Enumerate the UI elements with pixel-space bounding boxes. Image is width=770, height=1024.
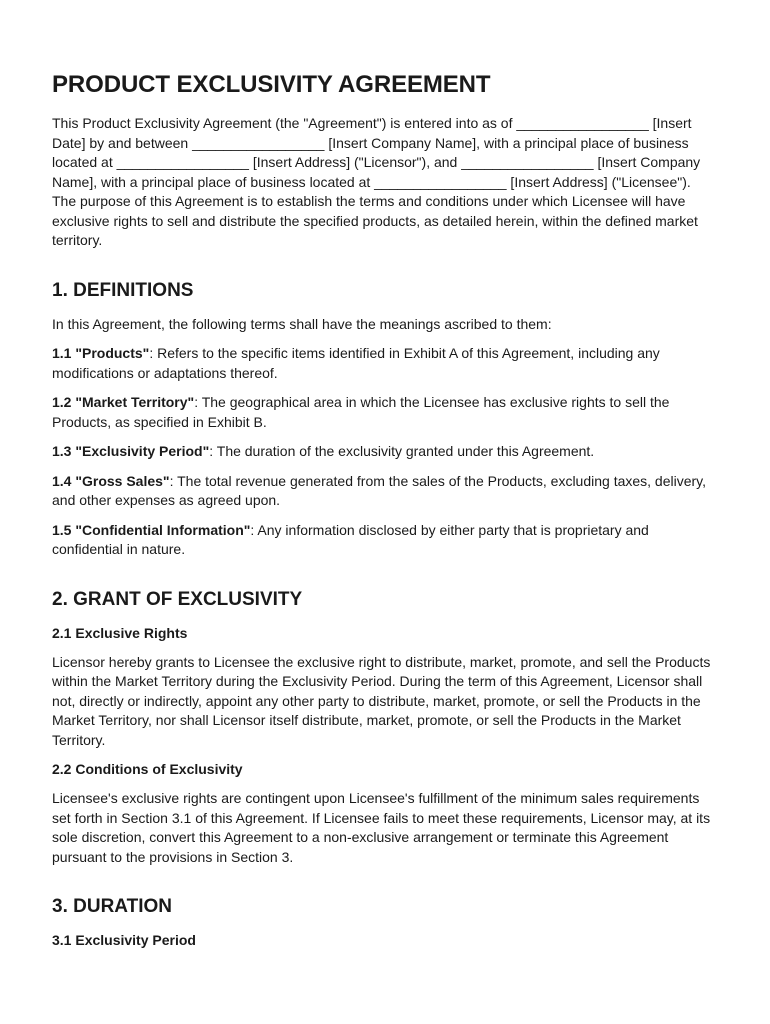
section-spacer — [52, 570, 718, 588]
definition-item — [52, 344, 718, 383]
subsection-exclusivity-period-heading: 3.1 Exclusivity Period — [52, 932, 196, 948]
definition-item — [52, 393, 718, 432]
definition-text: : Refers to the specific items identified in Exhibit A of this Agreement, including any modifications or adaptations thereof. — [52, 345, 660, 381]
definition-term: 1.4 "Gross Sales" — [52, 472, 170, 489]
definition-term: 1.3 "Exclusivity Period" — [52, 443, 210, 459]
exclusive-rights-paragraph: Licensor hereby grants to Licensee the exclusive right to distribute, market, promote, and sell the Products within the Market Territory during the Exclusivity Period. During the term of this Agreement, Licensor shall not, directly or indirectly, appoint any other party to distribute, market, promote, or sell the Products in the Market Territory, nor shall Licensor itself distribute, market, promote, or sell the Products in the Market Territory. — [52, 653, 711, 748]
definition-term: 1.5 "Confidential Information" — [52, 521, 251, 538]
definitions-lead: In this Agreement, the following terms shall have the meanings ascribed to them: — [52, 315, 552, 332]
intro-paragraph: This Product Exclusivity Agreement (the "Agreement") is entered into as of _________________ [Insert Date] by and between _________________ [Insert Company Name], with a principal place of business located at _________________ [Insert Address] ("Licensor"), and _________________ [Insert Company Name], with a principal place of business located at _________________ [Insert Address] ("Licensee"). The purpose of this Agreement is to establish the terms and conditions under which Licensee will have exclusive rights to sell and distribute the specified products, as detailed herein, within the defined market territory. — [52, 115, 701, 248]
definition-term: 1.2 "Market Territory" — [52, 394, 195, 410]
conditions-paragraph: Licensee's exclusive rights are contingent upon Licensee's fulfillment of the minimum sales requirements set forth in Section 3.1 of this Agreement. If Licensee fails to meet these requirements, Licensor may, at its sole discretion, convert this Agreement to a non-exclusive arrangement or terminate this Agreement pursuant to the provisions in Section 3. — [52, 790, 711, 865]
section-duration-heading: 3. DURATION — [52, 896, 172, 917]
definition-text: : The duration of the exclusivity granted under this Agreement. — [209, 443, 595, 459]
subsection-exclusive-rights-heading: 2.1 Exclusive Rights — [52, 624, 188, 641]
section-grant-heading: 2. GRANT OF EXCLUSIVITY — [52, 588, 303, 610]
definition-item — [52, 472, 718, 511]
definition-text: : Any information disclosed by either party that is proprietary and confidential in nature. — [52, 521, 649, 557]
section-definitions-heading: 1. DEFINITIONS — [52, 279, 194, 301]
definition-item — [52, 521, 718, 560]
subsection-conditions-heading: 2.2 Conditions of Exclusivity — [52, 761, 243, 777]
definition-item — [52, 442, 718, 462]
document-title: PRODUCT EXCLUSIVITY AGREEMENT — [52, 71, 491, 98]
definition-term: 1.1 "Products" — [52, 345, 150, 361]
section-spacer — [52, 877, 718, 895]
definition-text: : The geographical area in which the Licensee has exclusive rights to sell the Products, as specified in Exhibit B. — [52, 394, 670, 430]
definition-text: : The total revenue generated from the sales of the Products, excluding taxes, delivery, and other expenses as agreed upon. — [52, 472, 707, 508]
